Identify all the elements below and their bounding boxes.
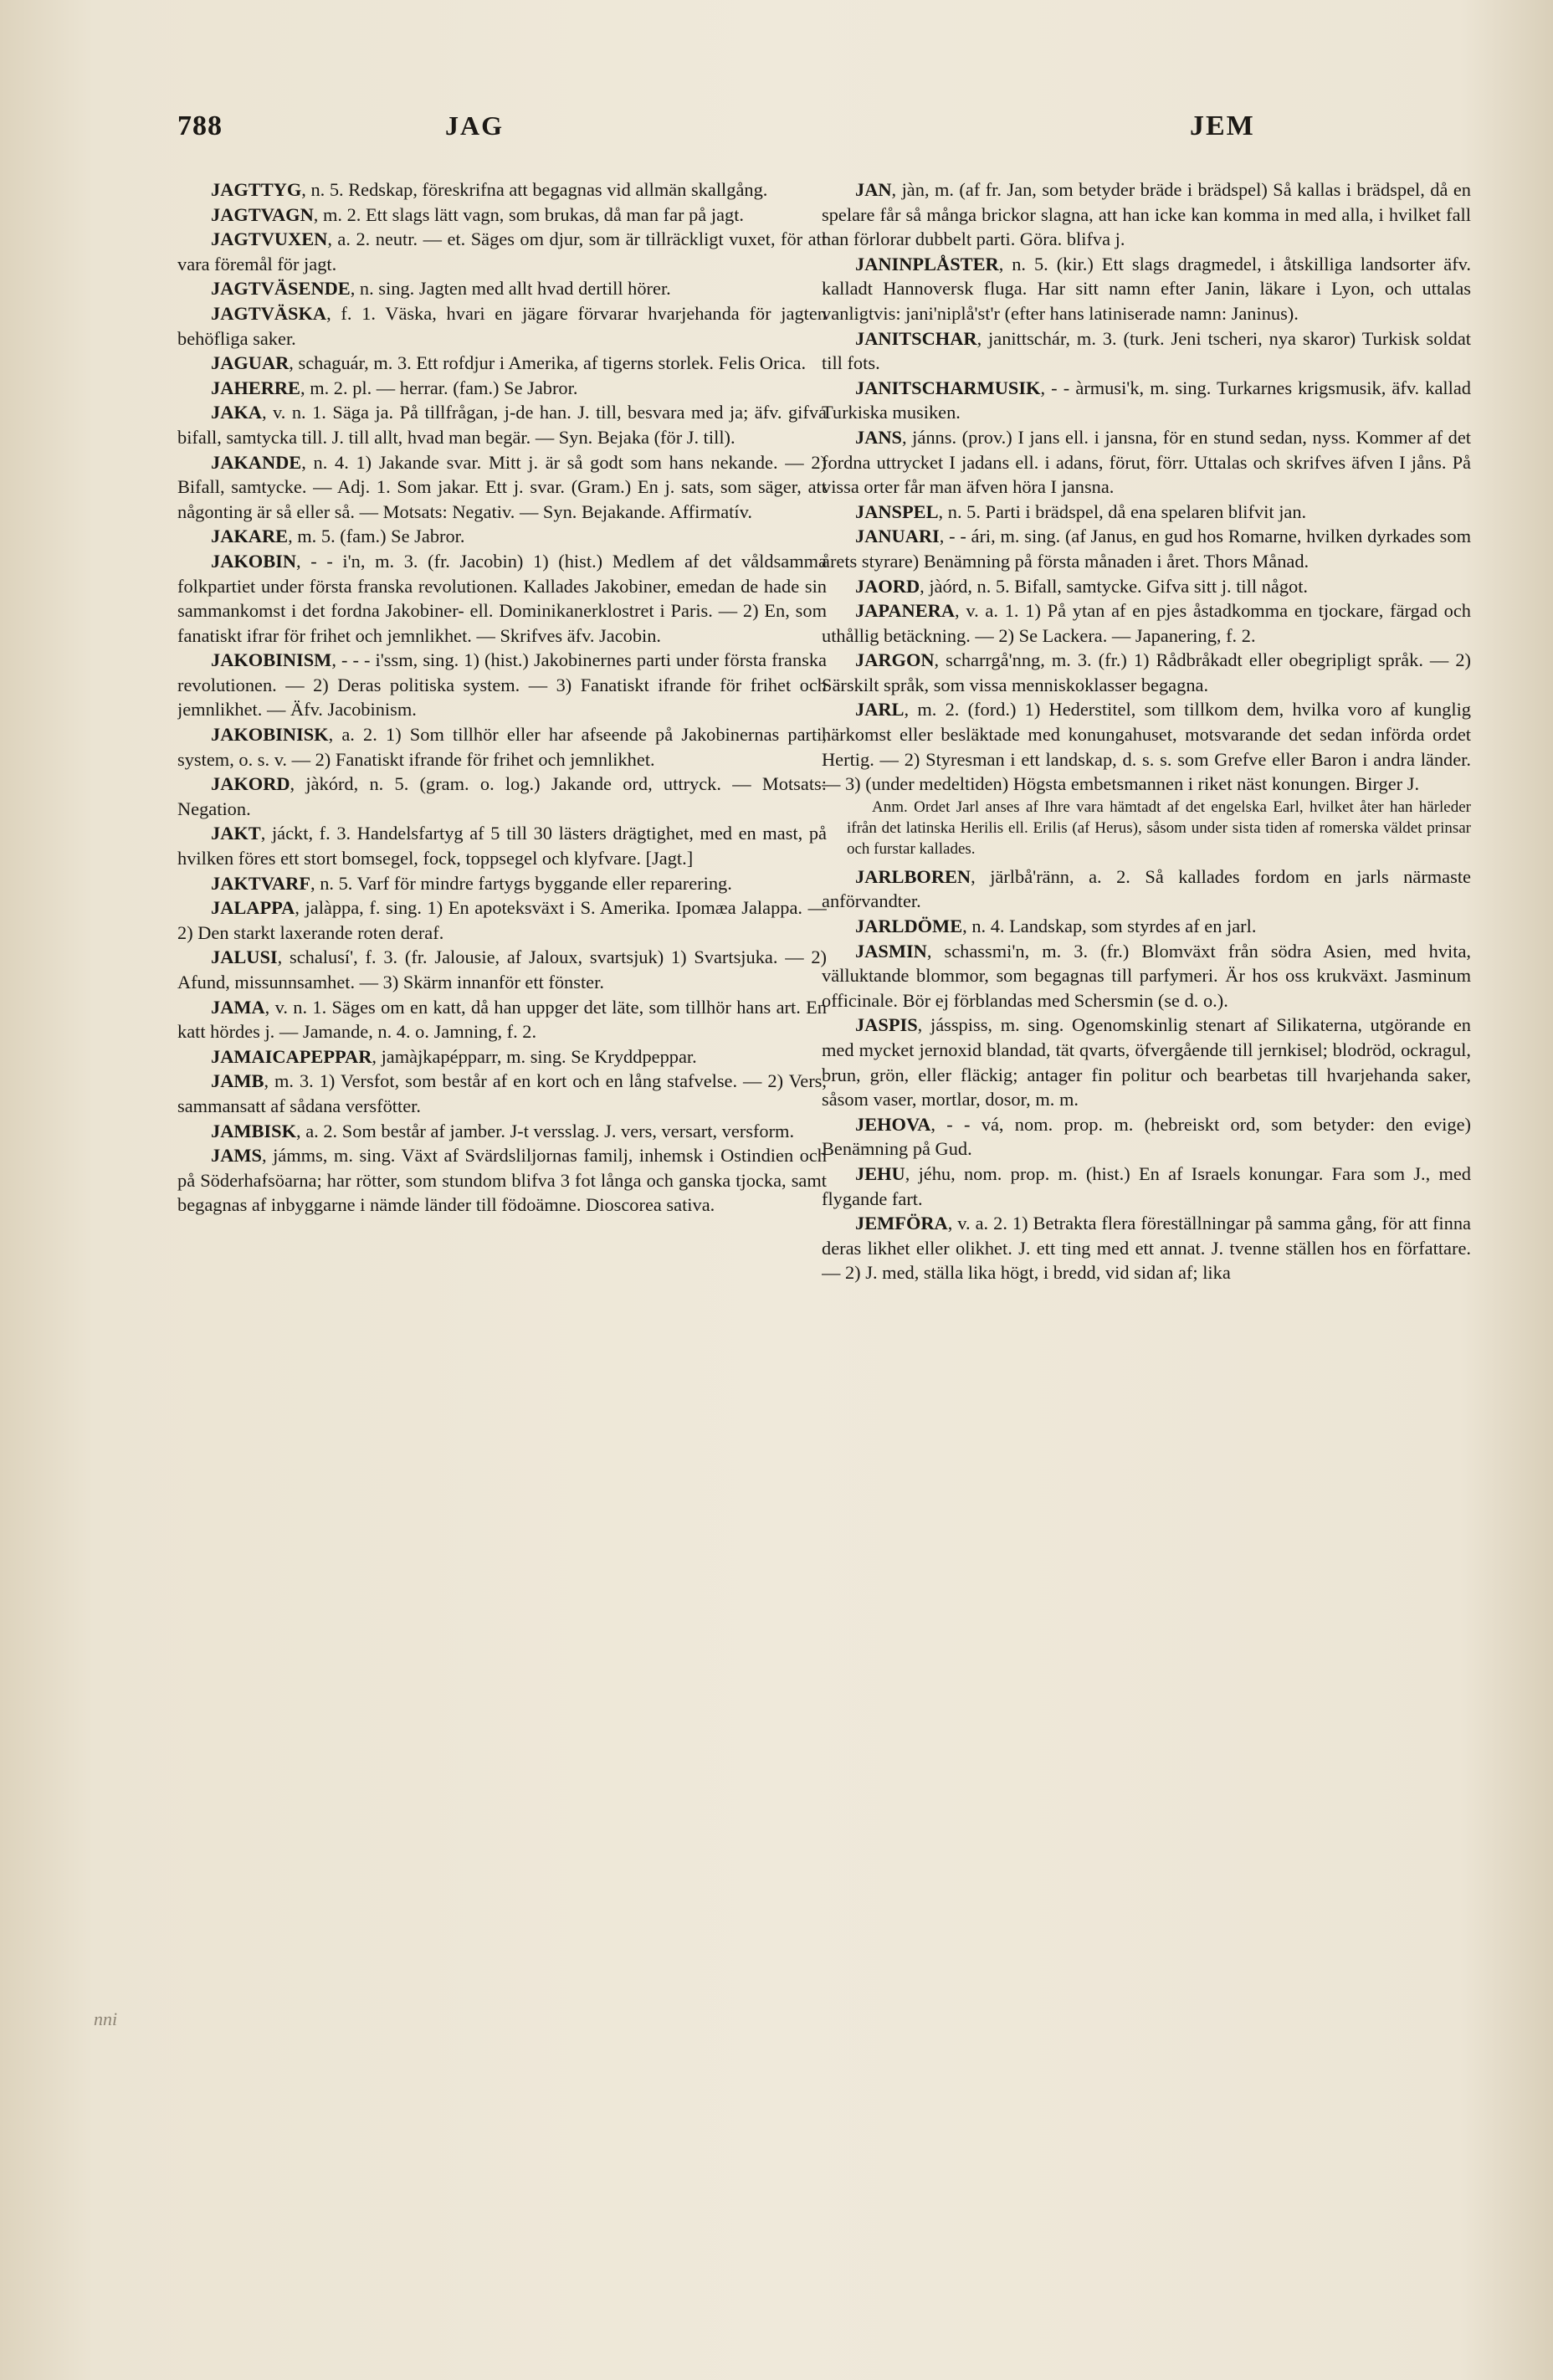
headword: JAGTVÄSENDE — [211, 278, 351, 300]
page-number: 788 — [177, 110, 223, 141]
headword: JAKTVARF — [211, 872, 311, 894]
entry-janinplaster: JANINPLÅSTER, n. 5. (kir.) Ett slags dragmedel, i åtskilliga landsorter äfv. kalladt Hannoversk fluga. Har sitt namn efter Janin, läkare i Lyon, och uttalas vanligtvis: jani'niplå'st'r (efter hans latiniserade namn: Janinus). — [822, 253, 1471, 324]
headword: JAKA — [211, 402, 262, 423]
entry-jasmin: JASMIN, schassmi'n, m. 3. (fr.) Blomväxt från södra Asien, med hvita, välluktande blommor, som begagnas till parfymeri. Är hos oss krukväxt. Jasminum officinale. Bör ej förblandas med Schersmin (se d. o.). — [822, 940, 1471, 1011]
headword: JEHOVA — [855, 1113, 931, 1135]
headword: JEHU — [855, 1162, 905, 1184]
headword: JALAPPA — [211, 897, 295, 919]
headword: JARLBOREN — [855, 865, 971, 887]
headword: JAMB — [211, 1070, 264, 1092]
headword: JASPIS — [855, 1014, 918, 1036]
entry-jaguar: JAGUAR, schaguár, m. 3. Ett rofdjur i Amerika, af tigerns storlek. Felis Orica. — [211, 352, 807, 374]
left-guide-word: JAG — [445, 110, 504, 141]
entry-jakt: JAKT, jáckt, f. 3. Handelsfartyg af 5 till 30 lästers drägtighet, med en mast, på hvilken föres ett stort bomsegel, fock, toppsegel och klyfvare. [Jagt.] — [177, 823, 827, 869]
page-header — [177, 110, 1483, 152]
entry-jakobinisk: JAKOBINISK, a. 2. 1) Som tillhör eller har afseende på Jakobinernas parti, system, o. s. v. — 2) Fanatiskt ifrande för frihet och jemnlikhet. — [177, 724, 827, 770]
entry-jagtvaska: JAGTVÄSKA, f. 1. Väska, hvari en jägare förvarar hvarjehanda för jagten behöfliga saker. — [177, 302, 827, 349]
entry-jakande: JAKANDE, n. 4. 1) Jakande svar. Mitt j. är så godt som hans nekande. — 2) Bifall, samtycke. — Adj. 1. Som jakar. Ett j. svar. (Gram.) En j. sats, som säger, att någonting är så eller så. — Motsats: Negativ. — Syn. Bejakande. Affirmatív. — [177, 451, 827, 522]
headword: JARLDÖME — [855, 916, 963, 937]
entry-jarldome: JARLDÖME, n. 4. Landskap, som styrdes af en jarl. — [855, 916, 1257, 937]
headword: JAHERRE — [211, 377, 300, 398]
entry-jaka: JAKA, v. n. 1. Säga ja. På tillfrågan, j-de han. J. till, besvara med ja; äfv. gifva bifall, samtycka till. J. till allt, hvad man begär. — Syn. Bejaka (för J. till). — [177, 402, 827, 448]
headword: JAPANERA — [855, 600, 955, 622]
entry-jaherre: JAHERRE, m. 2. pl. — herrar. (fam.) Se Jabror. — [211, 377, 578, 398]
entry-jalappa: JALAPPA, jalàppa, f. sing. 1) En apoteksväxt i S. Amerika. Ipomæa Jalappa. — 2) Den starkt laxerande roten deraf. — [177, 897, 827, 943]
entry-jemfora: JEMFÖRA, v. a. 2. 1) Betrakta flera föreställningar på samma gång, för att finna deras likhet eller olikhet. J. ett ting med ett annat. J. tvenne ställen hos en författare. — 2) J. med, ställa lika högt, i bredd, vid sidan af; lika — [822, 1213, 1471, 1284]
entry-jakare: JAKARE, m. 5. (fam.) Se Jabror. — [211, 526, 465, 547]
entry-jargon: JARGON, scharrgå'nng, m. 3. (fr.) 1) Rådbråkadt eller obegripligt språk. — 2) Särskilt språk, som vissa menniskoklasser begagna. — [822, 649, 1471, 695]
entry-jan: JAN, jàn, m. (af fr. Jan, som betyder bräde i brädspel) Så kallas i brädspel, då en spelare får så många brickor slagna, att han icke kan komma in med alla, i hvilket fall han förlorar dubbelt parti. Göra. blifva j. — [822, 179, 1471, 250]
entry-jagtvasende: JAGTVÄSENDE, n. sing. Jagten med allt hvad dertill hörer. — [211, 278, 671, 300]
right-guide-word: JEM — [1190, 110, 1255, 141]
headword: JAMAICAPEPPAR — [211, 1045, 372, 1067]
headword: JAORD — [855, 575, 920, 597]
entry-jamb: JAMB, m. 3. 1) Versfot, som består af en kort och en lång stafvelse. — 2) Vers, sammansatt af sådana versfötter. — [177, 1070, 827, 1116]
headword: JAKORD — [211, 773, 290, 795]
entry-jarl: JARL, m. 2. (ford.) 1) Hederstitel, som tillkom dem, hvilka voro af kunglig härkomst eller besläktade med konungahuset, motsvarande det sedan införda ordet Hertig. — 2) Styresman i ett landskap, d. s. s. som Grefve eller Baron i andra länder. — 3) (under medeltiden) Högsta embetsmannen i riket näst konungen. Birger J. — [822, 699, 1471, 795]
headword: JANUARI — [855, 526, 940, 547]
margin-mark: nni — [94, 2008, 118, 2029]
entry-jagtvagn: JAGTVAGN, m. 2. Ett slags lätt vagn, som brukas, då man far på jagt. — [211, 203, 745, 225]
entry-jakobinism: JAKOBINISM, - - - i'ssm, sing. 1) (hist.) Jakobinernes parti under första franska revolutionen. — 2) Deras politiska system. — 3) Fanatiskt ifrande för frihet och jemnlikhet. — Äfv. Jacobinism. — [177, 649, 827, 721]
entry-janspel: JANSPEL, n. 5. Parti i brädspel, då ena spelaren blifvit jan. — [855, 500, 1307, 522]
entry-jehova: JEHOVA, - - vá, nom. prop. m. (hebreiskt ord, som betyder: den evige) Benämning på Gud. — [822, 1113, 1471, 1160]
headword: JAMA — [211, 996, 265, 1018]
entry-jalusi: JALUSI, schalusí', f. 3. (fr. Jalousie, af Jaloux, svartsjuk) 1) Svartsjuka. — 2) Afund, missunnsamhet. — 3) Skärm innanför ett fönster. — [177, 946, 827, 993]
left-column — [177, 177, 827, 2219]
entry-jams: JAMS, jámms, m. sing. Växt af Svärdsliljornas familj, inhemsk i Ostindien och på Söderhafsöarna; har rötter, som stundom blifva 3 fot långa och ganska tjocka, samt begagnas af inbyggarne i nämde länder till födoämne. Dioscorea sativa. — [177, 1145, 827, 1216]
right-column — [822, 177, 1471, 2219]
entry-jagtvuxen: JAGTVUXEN, a. 2. neutr. — et. Säges om djur, som är tillräckligt vuxet, för att vara föremål för jagt. — [177, 228, 827, 274]
entry-jarlboren: JARLBOREN, järlbå'ränn, a. 2. Så kallades fordom en jarls närmaste anförvandter. — [822, 865, 1471, 912]
entry-januari: JANUARI, - - ári, m. sing. (af Janus, en gud hos Romarne, hvilken dyrkades som årets styrare) Benämning på första månaden i året. Thors Månad. — [822, 526, 1471, 572]
entry-jakord: JAKORD, jàkórd, n. 5. (gram. o. log.) Jakande ord, uttryck. — Motsats: Negation. — [177, 773, 827, 819]
entry-jambisk: JAMBISK, a. 2. Som består af jamber. J-t versslag. J. vers, versart, versform. — [211, 1120, 795, 1141]
headword: JANITSCHAR — [855, 327, 977, 349]
entry-jaktvarf: JAKTVARF, n. 5. Varf för mindre fartygs byggande eller reparering. — [211, 872, 732, 894]
headword: JAKOBINISK — [211, 724, 329, 746]
headword: JAGTVAGN — [211, 203, 314, 225]
headword: JAGTVUXEN — [211, 228, 328, 250]
headword: JAKANDE — [211, 451, 302, 473]
entry-jaspis: JASPIS, jásspiss, m. sing. Ogenomskinlig stenart af Silikaterna, utgörande en med mycket jernoxid blandad, tät qvarts, öfvergående till jernkisel; blodröd, ockragul, brun, grön, eller fläckig; antager fin politur och bearbetas till hvarjehanda saker, såsom vaser, mortlar, dosor, m. m. — [822, 1014, 1471, 1110]
headword: JANINPLÅSTER — [855, 253, 999, 274]
headword: JAKT — [211, 823, 261, 844]
headword: JAKOBINISM — [211, 649, 332, 671]
entry-janitschar: JANITSCHAR, janittschár, m. 3. (turk. Jeni tscheri, nya skaror) Turkisk soldat till fots. — [822, 327, 1471, 374]
entry-japanera: JAPANERA, v. a. 1. 1) På ytan af en pjes åstadkomma en tjockare, färgad och uthållig betäckning. — 2) Se Lackera. — Japanering, f. 2. — [822, 600, 1471, 646]
entry-jagttyg: JAGTTYG, n. 5. Redskap, föreskrifna att begagnas vid allmän skallgång. — [211, 179, 768, 200]
jarl-note: Anm. Ordet Jarl anses af Ihre vara hämtadt af det engelska Earl, hvilket åter han härleder ifrån det latinska Herilis ell. Erilis (af Herus), såsom under sista tiden af romerska väldet prinsar och furstar kallades. — [847, 798, 1471, 858]
headword: JAMS — [211, 1145, 262, 1167]
entry-jehu: JEHU, jéhu, nom. prop. m. (hist.) En af Israels konungar. Fara som J., med flygande fart. — [822, 1162, 1471, 1209]
headword: JARL — [855, 699, 905, 721]
headword: JAKOBIN — [211, 550, 297, 572]
entry-jakobin: JAKOBIN, - - i'n, m. 3. (fr. Jacobin) 1) (hist.) Medlem af det våldsamma folkpartiet under första franska revolutionen. Kallades Jakobiner, emedan de hade sin sammankomst i det fordna Jakobiner- ell. Dominikanerklostret i Paris. — 2) En, som fanatiskt ifrar för frihet och jemnlikhet. — Skrifves äfv. Jacobin. — [177, 550, 827, 646]
headword: JANSPEL — [855, 500, 939, 522]
headword: JAGTTYG — [211, 179, 302, 200]
entry-jamaicapeppar: JAMAICAPEPPAR, jamàjkapépparr, m. sing. Se Kryddpeppar. — [211, 1045, 697, 1067]
entry-jaord: JAORD, jàórd, n. 5. Bifall, samtycke. Gifva sitt j. till något. — [855, 575, 1309, 597]
headword: JARGON — [855, 649, 935, 671]
entry-jans: JANS, jánns. (prov.) I jans ell. i jansna, för en stund sedan, nyss. Kommer af det fordna uttrycket I jadans ell. i adans, förut, förr. Uttalas och skrifves äfven I jåns. På vissa orter får man äfven höra I jansna. — [822, 426, 1471, 498]
entry-jama: JAMA, v. n. 1. Säges om en katt, då han uppger det läte, som tillhör hans art. En katt hördes j. — Jamande, n. 4. o. Jamning, f. 2. — [177, 996, 827, 1043]
headword: JAKARE — [211, 526, 289, 547]
headword: JANITSCHARMUSIK — [855, 377, 1041, 398]
headword: JANS — [855, 426, 902, 448]
headword: JEMFÖRA — [855, 1213, 948, 1234]
headword: JAN — [855, 179, 892, 200]
headword: JASMIN — [855, 940, 927, 962]
entry-janitscharmusik: JANITSCHARMUSIK, - - àrmusi'k, m. sing. Turkarnes krigsmusik, äfv. kallad Turkiska musiken. — [822, 377, 1471, 423]
headword: JAGTVÄSKA — [211, 302, 327, 324]
headword: JALUSI — [211, 946, 278, 968]
headword: JAMBISK — [211, 1120, 297, 1141]
headword: JAGUAR — [211, 352, 290, 374]
